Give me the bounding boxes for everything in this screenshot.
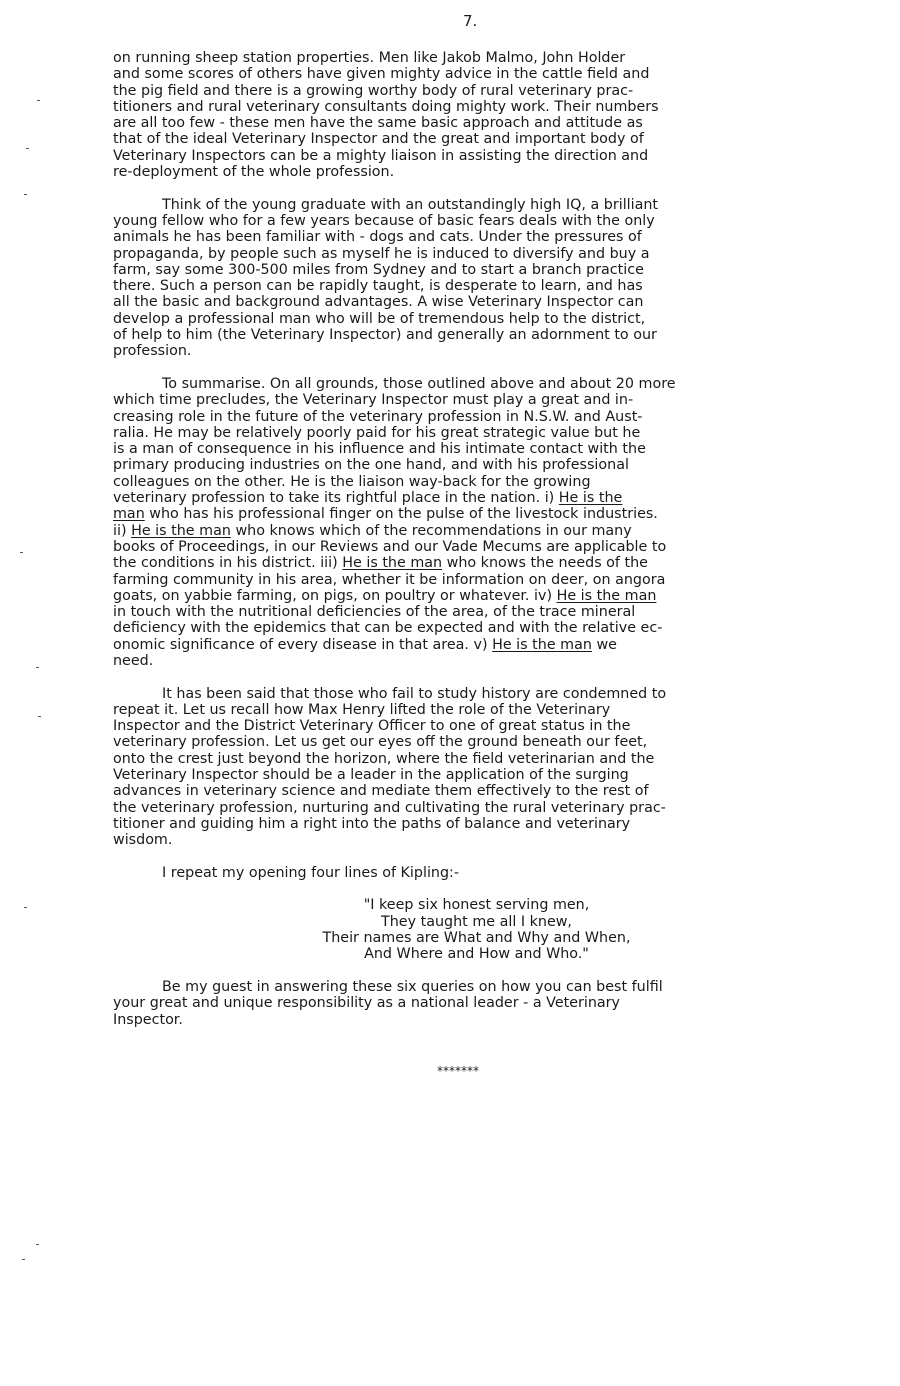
text-segment: Their names are What and Why and When, xyxy=(322,930,631,947)
text-segment: develop a professional man who will be of tremendous help to the district, xyxy=(113,310,646,327)
text-line xyxy=(113,865,840,881)
text-segment: is a man of consequence in his influence and his intimate contact with the xyxy=(113,441,646,458)
scan-speck xyxy=(26,148,29,149)
scan-speck xyxy=(24,907,27,908)
text-line xyxy=(113,816,840,832)
underlined-phrase: man xyxy=(113,506,145,523)
text-line xyxy=(113,751,840,767)
text-line xyxy=(113,783,840,799)
text-line xyxy=(113,539,840,555)
text-line xyxy=(113,718,840,734)
scan-speck xyxy=(36,1244,39,1245)
text-segment: Inspector and the District Veterinary Officer to one of great status in the xyxy=(113,718,631,735)
text-segment: goats, on yabbie farming, on pigs, on poultry or whatever. iv) xyxy=(113,587,557,604)
quote-line xyxy=(113,897,840,913)
text-line xyxy=(113,832,840,848)
text-segment: are all too few - these men have the same basic approach and attitude as xyxy=(113,115,643,132)
text-segment: the pig field and there is a growing worthy body of rural veterinary prac- xyxy=(113,82,634,99)
text-segment: Inspector. xyxy=(113,1011,183,1028)
paragraph xyxy=(113,376,840,669)
text-segment: Be my guest in answering these six queries on how you can best fulfil xyxy=(162,978,663,995)
paragraph xyxy=(113,197,840,360)
text-segment: who knows the needs of the xyxy=(442,555,648,572)
text-line xyxy=(113,734,840,750)
text-segment: the conditions in his district. iii) xyxy=(113,555,343,572)
scan-speck xyxy=(38,716,41,717)
text-line xyxy=(113,83,840,99)
text-line xyxy=(113,441,840,457)
text-line xyxy=(113,294,840,310)
scan-speck xyxy=(37,100,40,101)
text-segment: titioners and rural veterinary consultants doing mighty work. Their numbers xyxy=(113,98,659,115)
text-line xyxy=(113,572,840,588)
text-line xyxy=(113,131,840,147)
text-segment: veterinary profession. Let us get our eyes off the ground beneath our feet, xyxy=(113,734,648,751)
text-line xyxy=(113,425,840,441)
text-line xyxy=(113,262,840,278)
scan-speck xyxy=(20,552,23,553)
text-segment: in touch with the nutritional deficiencies of the area, of the trace mineral xyxy=(113,604,636,621)
text-line xyxy=(113,979,840,995)
text-segment: "I keep six honest serving men, xyxy=(363,897,590,914)
paragraph xyxy=(113,979,840,1028)
text-line xyxy=(113,620,840,636)
text-line xyxy=(113,637,840,653)
text-line xyxy=(113,246,840,262)
text-segment: all the basic and background advantages. A wise Veterinary Inspector can xyxy=(113,294,644,311)
text-line xyxy=(113,278,840,294)
text-line xyxy=(113,311,840,327)
text-line xyxy=(113,457,840,473)
paragraph xyxy=(113,686,840,849)
text-line xyxy=(113,555,840,571)
quote-line xyxy=(113,946,840,962)
paragraph xyxy=(113,865,840,881)
text-segment: which time precludes, the Veterinary Inspector must play a great and in- xyxy=(113,392,634,409)
underlined-phrase: He is the xyxy=(558,490,623,507)
text-segment: books of Proceedings, in our Reviews and our Vade Mecums are applicable to xyxy=(113,538,667,555)
underlined-phrase: He is the man xyxy=(556,587,657,604)
end-mark: ******* xyxy=(437,1064,479,1078)
text-segment: there. Such a person can be rapidly taught, is desperate to learn, and has xyxy=(113,278,643,295)
text-segment: farming community in his area, whether it be information on deer, on angora xyxy=(113,571,666,588)
text-segment: They taught me all I knew, xyxy=(381,913,572,930)
text-segment: primary producing industries on the one hand, and with his professional xyxy=(113,457,629,474)
text-segment: To summarise. On all grounds, those outlined above and about 20 more xyxy=(162,375,676,392)
text-segment: we xyxy=(591,636,617,653)
text-line xyxy=(113,99,840,115)
text-segment: wisdom. xyxy=(113,832,173,849)
text-line xyxy=(113,409,840,425)
text-line xyxy=(113,490,840,506)
text-segment: your great and unique responsibility as a national leader - a Veterinary xyxy=(113,995,621,1012)
text-line xyxy=(113,164,840,180)
quote-line xyxy=(113,914,840,930)
text-line xyxy=(113,995,840,1011)
quote-line xyxy=(113,930,840,946)
text-segment: propaganda, by people such as myself he is induced to diversify and buy a xyxy=(113,245,650,262)
underlined-phrase: He is the man xyxy=(342,555,443,572)
text-segment: onto the crest just beyond the horizon, where the field veterinarian and the xyxy=(113,750,655,767)
text-line xyxy=(113,800,840,816)
text-line xyxy=(113,66,840,82)
text-line xyxy=(113,327,840,343)
document-body xyxy=(113,50,840,1044)
text-line xyxy=(113,506,840,522)
text-segment: need. xyxy=(113,652,154,669)
text-line xyxy=(113,686,840,702)
text-segment: ralia. He may be relatively poorly paid for his great strategic value but he xyxy=(113,424,641,441)
text-segment: re-deployment of the whole profession. xyxy=(113,164,395,181)
scan-speck xyxy=(22,1259,25,1260)
underlined-phrase: He is the man xyxy=(492,636,592,653)
text-line xyxy=(113,604,840,620)
kipling-quote xyxy=(113,897,840,962)
text-segment: animals he has been familiar with - dogs and cats. Under the pressures of xyxy=(113,229,642,246)
scan-speck xyxy=(36,667,39,668)
paragraph xyxy=(113,50,840,180)
text-line xyxy=(113,197,840,213)
text-segment: And Where and How and Who." xyxy=(364,946,589,963)
text-segment: ii) xyxy=(113,522,132,539)
text-line xyxy=(113,50,840,66)
text-segment: repeat it. Let us recall how Max Henry lifted the role of the Veterinary xyxy=(113,701,611,718)
text-segment: I repeat my opening four lines of Kipling:- xyxy=(162,864,460,881)
text-line xyxy=(113,392,840,408)
text-line xyxy=(113,588,840,604)
underlined-phrase: He is the man xyxy=(131,522,231,539)
text-line xyxy=(113,523,840,539)
text-segment: of help to him (the Veterinary Inspector) and generally an adornment to our xyxy=(113,327,657,344)
text-segment: Veterinary Inspector should be a leader in the application of the surging xyxy=(113,767,629,784)
text-segment: creasing role in the future of the veterinary profession in N.S.W. and Aust- xyxy=(113,408,643,425)
text-segment: profession. xyxy=(113,343,192,360)
text-segment: veterinary profession to take its rightful place in the nation. i) xyxy=(113,490,559,507)
text-line xyxy=(113,767,840,783)
text-segment: onomic significance of every disease in that area. v) xyxy=(113,636,493,653)
text-segment: on running sheep station properties. Men like Jakob Malmo, John Holder xyxy=(113,50,626,66)
scan-speck xyxy=(24,194,27,195)
text-line xyxy=(113,474,840,490)
text-line xyxy=(113,115,840,131)
text-segment: deficiency with the epidemics that can be expected and with the relative ec- xyxy=(113,620,663,637)
text-line xyxy=(113,213,840,229)
text-segment: Think of the young graduate with an outstandingly high IQ, a brilliant xyxy=(162,196,659,213)
text-segment: the veterinary profession, nurturing and cultivating the rural veterinary prac- xyxy=(113,799,666,816)
text-segment: that of the ideal Veterinary Inspector and the great and important body of xyxy=(113,131,644,148)
text-line xyxy=(113,343,840,359)
page-number: 7. xyxy=(463,12,478,30)
text-segment: who knows which of the recommendations in our many xyxy=(230,522,632,539)
text-segment: colleagues on the other. He is the liaison way-back for the growing xyxy=(113,473,591,490)
text-line xyxy=(113,148,840,164)
text-segment: titioner and guiding him a right into the paths of balance and veterinary xyxy=(113,815,631,832)
text-line xyxy=(113,702,840,718)
text-segment: farm, say some 300-500 miles from Sydney and to start a branch practice xyxy=(113,261,644,278)
text-segment: and some scores of others have given mighty advice in the cattle field and xyxy=(113,66,650,83)
text-segment: who has his professional finger on the pulse of the livestock industries. xyxy=(144,506,658,523)
text-segment: young fellow who for a few years because of basic fears deals with the only xyxy=(113,212,655,229)
text-line xyxy=(113,653,840,669)
text-segment: advances in veterinary science and mediate them effectively to the rest of xyxy=(113,783,649,800)
text-line xyxy=(113,229,840,245)
text-line xyxy=(113,1012,840,1028)
text-line xyxy=(113,376,840,392)
text-segment: It has been said that those who fail to study history are condemned to xyxy=(162,685,667,702)
text-segment: Veterinary Inspectors can be a mighty liaison in assisting the direction and xyxy=(113,147,649,164)
